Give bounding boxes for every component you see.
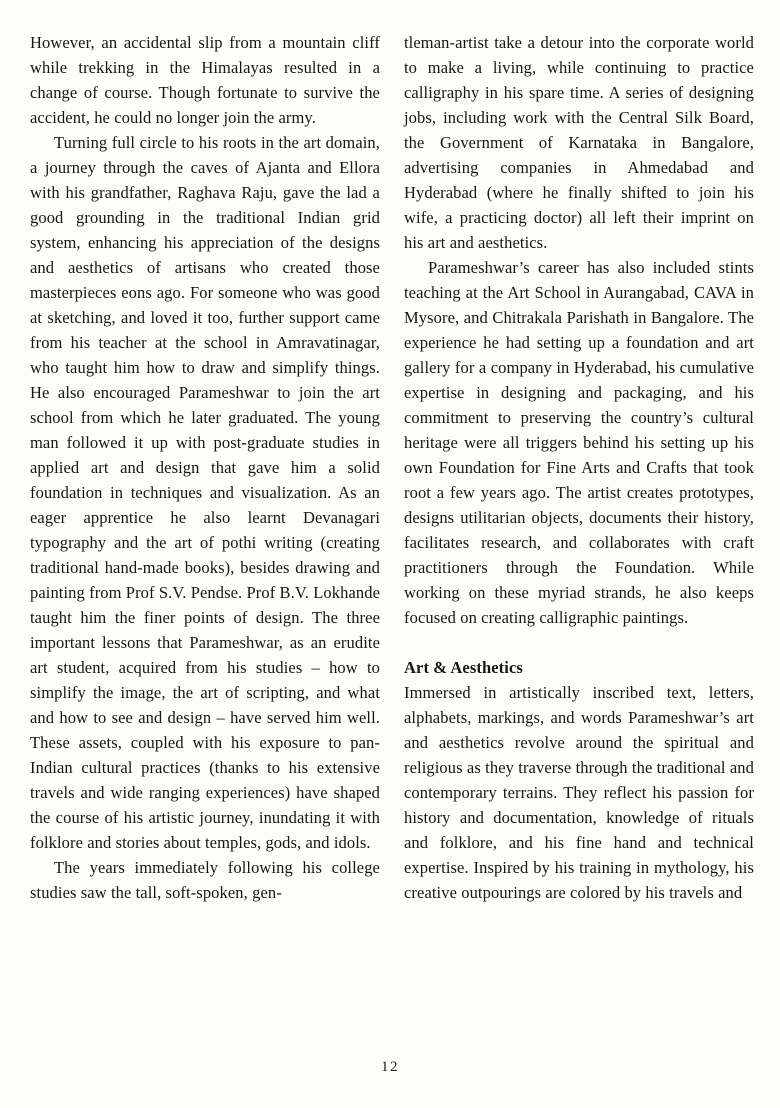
page-number: 12 xyxy=(381,1059,399,1075)
paragraph: However, an accidental slip from a mountain cliff while trekking in the Himalayas resulted in a change of course. Though fortunate to survive the accident, he could no longer join the army. xyxy=(30,33,380,127)
left-column xyxy=(30,30,380,905)
paragraph: Parameshwar’s career has also included stints teaching at the Art School in Aurangabad, CAVA in Mysore, and Chitrakala Parishath in Bangalore. The experience he had setting up a foundation and art gallery for a company in Hyderabad, his cumulative expertise in designing and packaging, and his commitment to preserving the country’s cultural heritage were all triggers behind his setting up his own Foundation for Fine Arts and Crafts that took root a few years ago. The artist creates prototypes, designs utilitarian objects, documents their history, facilitates research, and collaborates with craft practitioners through the Foundation. While working on these myriad strands, he also keeps focused on creating calligraphic paintings. xyxy=(404,258,754,627)
section-heading: Art & Aesthetics xyxy=(404,658,523,677)
paragraph: tleman-artist take a detour into the corporate world to make a living, while continuing to practice calligraphy in his spare time. A series of designing jobs, including work with the Central Silk Board, the Government of Karnataka in Bangalore, advertising companies in Ahmedabad and Hyderabad (where he finally shifted to join his wife, a practicing doctor) all left their imprint on his art and aesthetics. xyxy=(404,33,754,252)
paragraph: Turning full circle to his roots in the art domain, a journey through the caves of Ajanta and Ellora with his grandfather, Raghava Raju, gave the lad a good grounding in the traditional Indian grid system, enhancing his appreciation of the designs and aesthetics of artisans who created those masterpieces eons ago. For someone who was good at sketching, and loved it too, further support came from his teacher at the school in Amravatinagar, who taught him how to draw and simplify things. He also encouraged Parameshwar to join the art school from which he later graduated. The young man followed it up with post-graduate studies in applied art and design that gave him a solid foundation in techniques and visualization. As an eager apprentice he also learnt Devanagari typography and the art of pothi writing (creating traditional hand-made books), besides drawing and painting from Prof S.V. Pendse. Prof B.V. Lokhande taught him the finer points of design. The three important lessons that Parameshwar, as an erudite art student, acquired from his studies – how to simplify the image, the art of scripting, and what and how to see and design – have served him well. These assets, coupled with his exposure to pan-Indian cultural practices (thanks to his extensive travels and wide ranging experiences) have shaped the course of his artistic journey, inundating it with folklore and stories about temples, gods, and idols. xyxy=(30,133,380,852)
paragraph: The years immediately following his college studies saw the tall, soft-spoken, gen- xyxy=(30,858,380,902)
two-column-layout xyxy=(30,30,754,905)
paragraph: Immersed in artistically inscribed text, letters, alphabets, markings, and words Parameshwar’s art and aesthetics revolve around the spiritual and religious as they traverse through the traditional and contemporary terrains. They reflect his passion for history and documentation, knowledge of rituals and folklore, and his fine hand and technical expertise. Inspired by his training in mythology, his creative outpourings are colored by his travels and xyxy=(404,683,754,902)
right-column xyxy=(404,30,754,905)
